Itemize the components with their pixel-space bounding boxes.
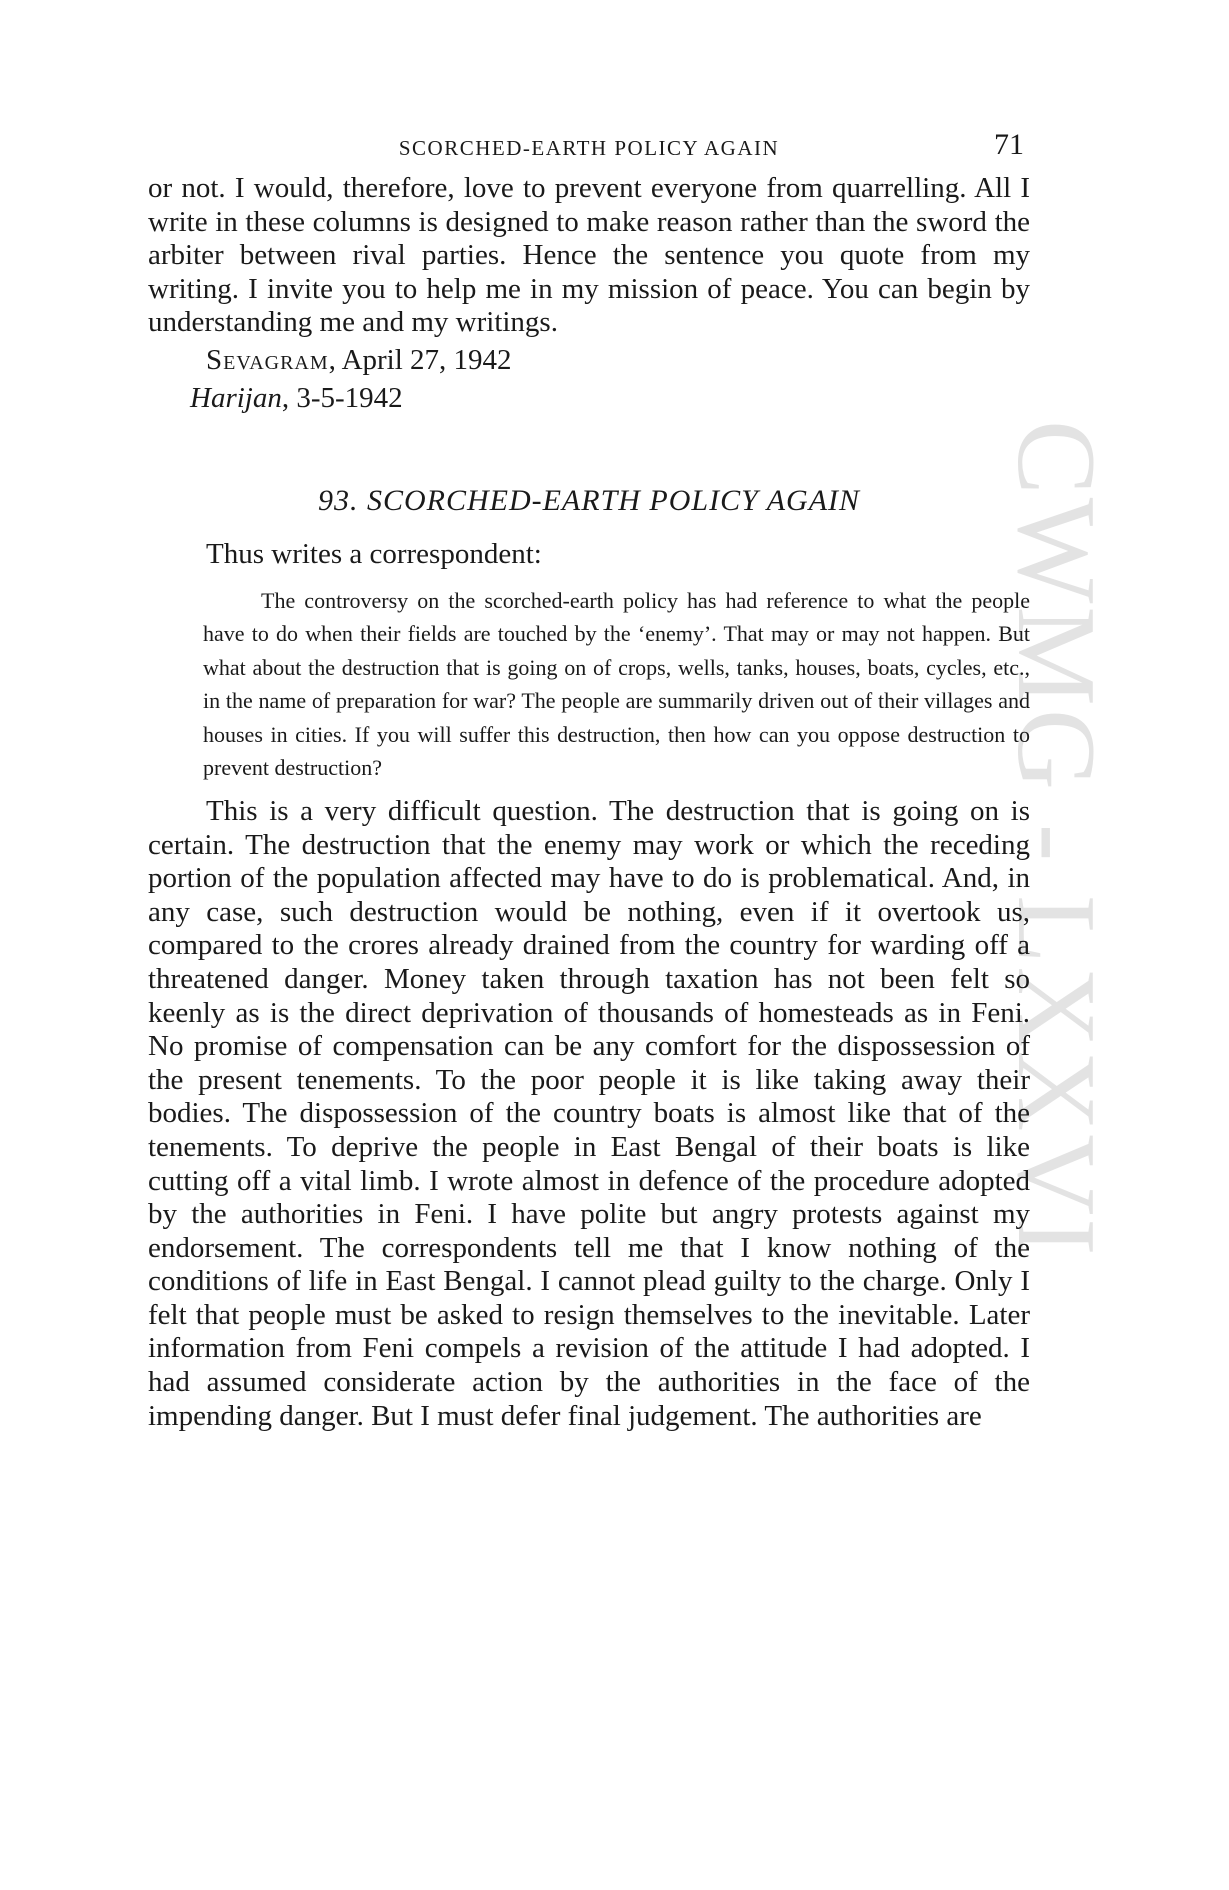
continued-paragraph-text: or not. I would, therefore, love to prevent everyone from quarrelling. All I write in these columns is designed to make reason rather than the sword the arbiter between rival parties. Hence the sentence you quote from my writing. I invite you to help me in my mission of peace. You can begin by understanding me and my writings. — [148, 172, 1030, 339]
continued-paragraph — [148, 172, 1030, 340]
place-date-line — [148, 342, 1030, 378]
article-body-paragraph: This is a very difficult question. The destruction that is going on is certain. The destruction that the enemy may work or which the receding portion of the population affected may have to do is problematical. And, in any case, such destruction would be nothing, even if it overtook us, compared to the crores already drained from the country for warding off a threatened danger. Money taken through taxation has not been felt so keenly as is the direct deprivation of thousands of homesteads as in Feni. No promise of compensation can be any comfort for the dispossession of the present tenements. To the poor people it is like taking away their bodies. The dispossession of the country boats is almost like that of the tenements. To deprive the people in East Bengal of their boats is like cutting off a vital limb. I wrote almost in defence of the procedure adopted by the authorities in Feni. I have polite but angry protests against my endorsement. The correspondents tell me that I know nothing of the conditions of life in East Bengal. I cannot plead guilty to the charge. Only I felt that people must be asked to resign themselves to the inevitable. Later information from Feni compels a revision of the attitude I had adopted. I had assumed considerate action by the authorities in the face of the impending danger. But I must defer final judgement. The authorities are — [148, 794, 1030, 1432]
article-title: 93. SCORCHED-EARTH POLICY AGAIN — [317, 483, 861, 517]
running-header — [148, 128, 1030, 164]
running-title: SCORCHED-EARTH POLICY AGAIN — [398, 136, 780, 160]
page-number: 71 — [994, 128, 1024, 161]
watermark-text: CWMG - LXXVI — [994, 420, 1118, 1259]
block-quote: The controversy on the scorched-earth policy has had reference to what the people have to do when their fields are touched by the ‘enemy’. That may or may not happen. But what about the destruction that is going on of crops, wells, tanks, houses, boats, cycles, etc., in the name of preparation for war? The people are summarily driven out of their villages and houses in cities. If you will suffer this destruction, then how can you oppose destruction to prevent destruction? — [203, 587, 1030, 781]
article-intro: Thus writes a correspondent: — [206, 537, 542, 570]
source-date: , 3-5-1942 — [281, 381, 403, 414]
page-content — [148, 128, 1030, 1433]
source-line — [148, 378, 1030, 418]
date: , April 27, 1942 — [328, 343, 512, 376]
source-name: Harijan — [190, 381, 282, 414]
place-name: Sevagram — [206, 343, 329, 376]
